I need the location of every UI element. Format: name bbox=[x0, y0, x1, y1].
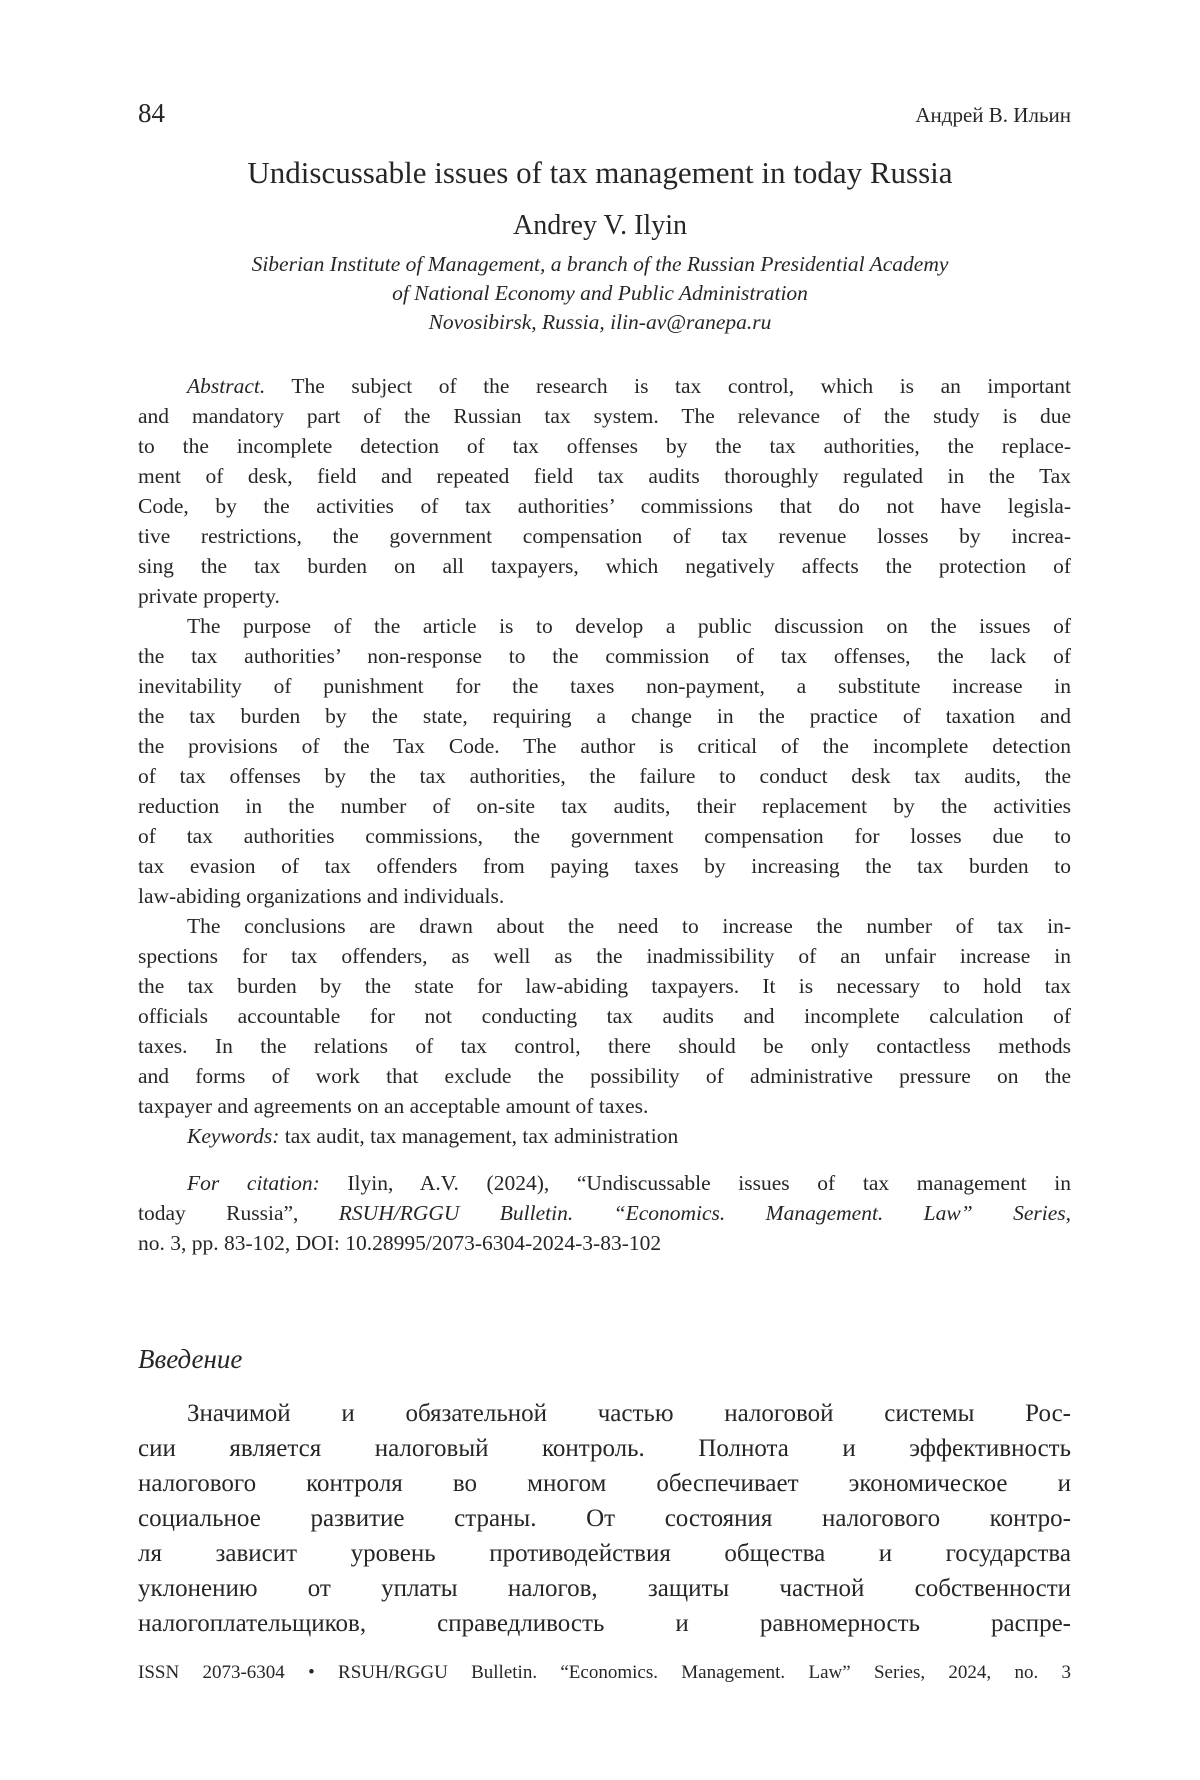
text: the provisions of the Tax Code. The author is critical of the incomplete detection bbox=[138, 734, 1071, 758]
text: , bbox=[1066, 1201, 1071, 1225]
text-line bbox=[138, 641, 1071, 671]
text: The subject of the research is tax control, which is an important bbox=[265, 374, 1071, 398]
text: налогового контроля во многом обеспечивает экономическое и bbox=[138, 1470, 1071, 1497]
text-line bbox=[138, 911, 1071, 941]
intro-paragraph bbox=[138, 1396, 1071, 1641]
text-line bbox=[138, 1168, 1071, 1198]
page-number: 84 bbox=[138, 98, 165, 129]
italic-text: Keywords: bbox=[187, 1124, 279, 1148]
text-line bbox=[138, 1466, 1071, 1501]
affiliation bbox=[0, 250, 1200, 337]
text: inevitability of punishment for the taxes non-payment, a substitute increase in bbox=[138, 674, 1071, 698]
text-line bbox=[138, 1001, 1071, 1031]
text: law-abiding organizations and individuals. bbox=[138, 884, 504, 908]
text: reduction in the number of on-site tax audits, their replacement by the activities bbox=[138, 794, 1071, 818]
text: the tax burden by the state for law-abiding taxpayers. It is necessary to hold tax bbox=[138, 974, 1071, 998]
text: no. 3, pp. 83-102, DOI: 10.28995/2073-6304-2024-3-83-102 bbox=[138, 1231, 661, 1255]
text-line bbox=[138, 971, 1071, 1001]
text-line bbox=[138, 1431, 1071, 1466]
abstract bbox=[138, 371, 1071, 1151]
text-line bbox=[138, 731, 1071, 761]
text-line bbox=[138, 701, 1071, 731]
italic-text: For citation: bbox=[187, 1171, 320, 1195]
text-line bbox=[138, 1396, 1071, 1431]
text: tax audit, tax management, tax administration bbox=[279, 1124, 678, 1148]
citation bbox=[138, 1168, 1071, 1258]
text: spections for tax offenders, as well as the inadmissibility of an unfair increase in bbox=[138, 944, 1071, 968]
text: and forms of work that exclude the possibility of administrative pressure on the bbox=[138, 1064, 1071, 1088]
text-line bbox=[138, 761, 1071, 791]
text-line bbox=[138, 491, 1071, 521]
text-line bbox=[138, 431, 1071, 461]
text-line bbox=[138, 1501, 1071, 1536]
article-title: Undiscussable issues of tax management in today Russia bbox=[0, 155, 1200, 191]
text: налогоплательщиков, справедливость и равномерность распре- bbox=[138, 1610, 1071, 1637]
section-heading: Введение bbox=[138, 1344, 242, 1375]
text-line bbox=[138, 371, 1071, 401]
text-line bbox=[138, 521, 1071, 551]
affiliation-line: Siberian Institute of Management, a branch of the Russian Presidential Academy bbox=[0, 250, 1200, 279]
text-line bbox=[138, 1198, 1071, 1228]
text: and mandatory part of the Russian tax system. The relevance of the study is due bbox=[138, 404, 1071, 428]
affiliation-line: Novosibirsk, Russia, ilin-av@ranepa.ru bbox=[0, 308, 1200, 337]
text-line bbox=[138, 1228, 1071, 1258]
text: ля зависит уровень противодействия общества и государства bbox=[138, 1540, 1071, 1567]
text-line bbox=[138, 1536, 1071, 1571]
text: уклонению от уплаты налогов, защиты частной собственности bbox=[138, 1575, 1071, 1602]
author-name: Andrey V. Ilyin bbox=[0, 210, 1200, 242]
text-line bbox=[138, 821, 1071, 851]
affiliation-line: of National Economy and Public Administration bbox=[0, 279, 1200, 308]
italic-text: RSUH/RGGU Bulletin. “Economics. Management. Law” Series bbox=[339, 1201, 1066, 1225]
text: of tax authorities commissions, the government compensation for losses due to bbox=[138, 824, 1071, 848]
text-line bbox=[138, 881, 1071, 911]
text-line bbox=[138, 1121, 1071, 1151]
text: tive restrictions, the government compensation of tax revenue losses by increa- bbox=[138, 524, 1071, 548]
text-line bbox=[138, 551, 1071, 581]
text: private property. bbox=[138, 584, 280, 608]
text: ment of desk, field and repeated field tax audits thoroughly regulated in the Tax bbox=[138, 464, 1071, 488]
text: to the incomplete detection of tax offenses by the tax authorities, the replace- bbox=[138, 434, 1071, 458]
text-line bbox=[138, 1091, 1071, 1121]
text: Code, by the activities of tax authorities’ commissions that do not have legisla- bbox=[138, 494, 1071, 518]
text: Значимой и обязательной частью налоговой системы Рос- bbox=[187, 1400, 1071, 1427]
text: officials accountable for not conducting tax audits and incomplete calculation of bbox=[138, 1004, 1071, 1028]
running-head: Андрей В. Ильин bbox=[915, 103, 1071, 128]
text: the tax burden by the state, requiring a change in the practice of taxation and bbox=[138, 704, 1071, 728]
text: of tax offenses by the tax authorities, the failure to conduct desk tax audits, the bbox=[138, 764, 1071, 788]
text-line bbox=[138, 1571, 1071, 1606]
text-line bbox=[138, 401, 1071, 431]
text-line bbox=[138, 1031, 1071, 1061]
text: социальное развитие страны. От состояния налогового контро- bbox=[138, 1505, 1071, 1532]
journal-footer: ISSN 2073-6304 • RSUH/RGGU Bulletin. “Economics. Management. Law” Series, 2024, no. 3 bbox=[138, 1662, 1071, 1684]
text-line bbox=[138, 671, 1071, 701]
text: today Russia”, bbox=[138, 1201, 339, 1225]
text: taxes. In the relations of tax control, there should be only contactless methods bbox=[138, 1034, 1071, 1058]
text-line bbox=[138, 851, 1071, 881]
text-line bbox=[138, 611, 1071, 641]
text-line bbox=[138, 581, 1071, 611]
italic-text: Abstract. bbox=[187, 374, 265, 398]
text-line bbox=[138, 1606, 1071, 1641]
text-line bbox=[138, 791, 1071, 821]
text: tax evasion of tax offenders from paying taxes by increasing the tax burden to bbox=[138, 854, 1071, 878]
text: sing the tax burden on all taxpayers, which negatively affects the protection of bbox=[138, 554, 1071, 578]
text-line bbox=[138, 461, 1071, 491]
text: the tax authorities’ non-response to the commission of tax offenses, the lack of bbox=[138, 644, 1071, 668]
text-line bbox=[138, 1061, 1071, 1091]
text: taxpayer and agreements on an acceptable amount of taxes. bbox=[138, 1094, 648, 1118]
text: Ilyin, A.V. (2024), “Undiscussable issues of tax management in bbox=[320, 1171, 1071, 1195]
text: The conclusions are drawn about the need to increase the number of tax in- bbox=[187, 914, 1071, 938]
text: сии является налоговый контроль. Полнота и эффективность bbox=[138, 1435, 1071, 1462]
text-line bbox=[138, 941, 1071, 971]
text: The purpose of the article is to develop a public discussion on the issues of bbox=[187, 614, 1071, 638]
